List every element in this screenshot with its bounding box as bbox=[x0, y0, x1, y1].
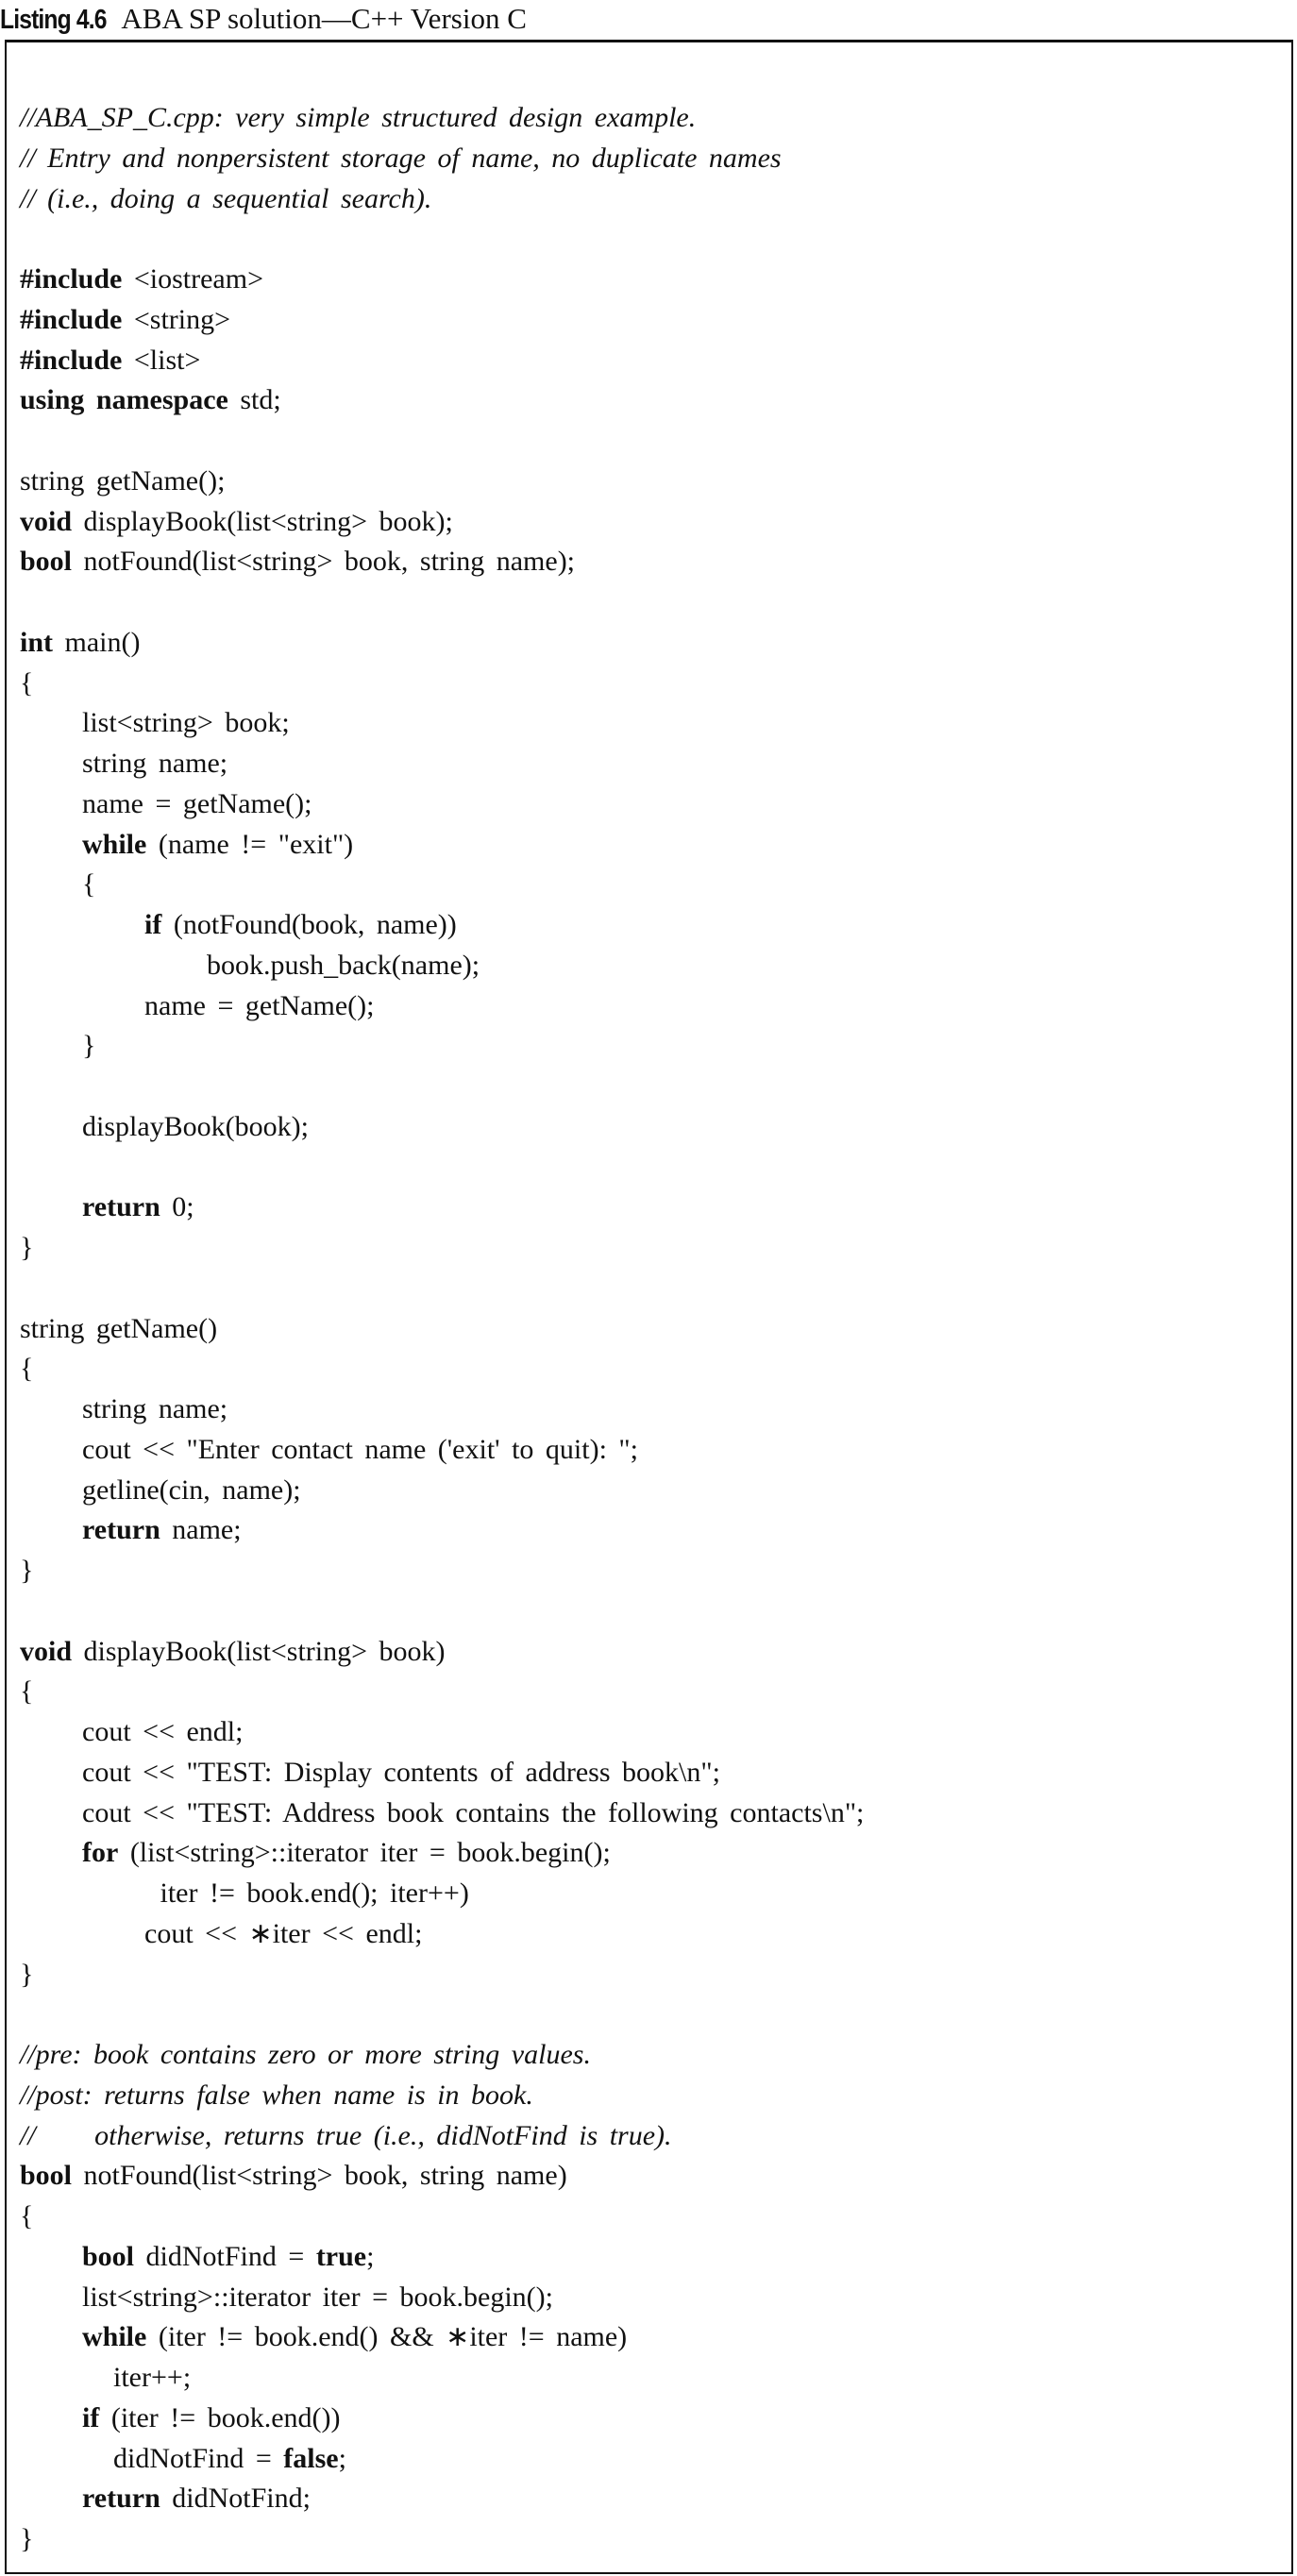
code-line bbox=[82, 1752, 720, 1793]
code-text: name = getName(); bbox=[144, 989, 375, 1021]
code-text: } bbox=[82, 1030, 96, 1062]
listing-title bbox=[0, 0, 527, 38]
code-text: iter != book.end(); iter++) bbox=[160, 1877, 469, 1909]
code-comment: //post: returns false when name is in book. bbox=[20, 2079, 533, 2111]
code-text: <list> bbox=[122, 344, 201, 376]
code-keyword: return bbox=[82, 1514, 160, 1546]
code-text: std; bbox=[227, 384, 281, 416]
code-line bbox=[82, 1470, 301, 1510]
code-line bbox=[82, 864, 95, 904]
code-line bbox=[20, 622, 140, 663]
code-text: } bbox=[20, 1232, 34, 1263]
code-line bbox=[20, 1550, 33, 1591]
code-text: cout << "TEST: Display contents of address book\n"; bbox=[82, 1756, 720, 1788]
code-text: name; bbox=[160, 1514, 242, 1546]
listing-caption: ABA SP solution—C++ Version C bbox=[121, 2, 527, 35]
code-line bbox=[82, 1106, 309, 1147]
code-line bbox=[20, 1631, 446, 1672]
code-comment: // otherwise, returns true (i.e., didNotFind is true). bbox=[20, 2119, 672, 2151]
code-text: } bbox=[20, 1555, 34, 1586]
code-text: 0; bbox=[160, 1191, 194, 1223]
code-keyword: bool bbox=[20, 2160, 73, 2192]
code-text: cout << "TEST: Address book contains the following contacts\n"; bbox=[82, 1796, 865, 1828]
code-line bbox=[20, 259, 263, 299]
code-text: displayBook(list<string> book); bbox=[72, 505, 453, 537]
code-line bbox=[113, 2438, 346, 2479]
code-line bbox=[113, 2357, 191, 2398]
code-keyword: while bbox=[82, 2321, 147, 2353]
code-text: iter++; bbox=[113, 2362, 192, 2393]
code-line bbox=[82, 1509, 242, 1550]
code-line bbox=[82, 2277, 553, 2317]
code-comment: // (i.e., doing a sequential search). bbox=[20, 182, 432, 214]
code-text: didNotFind; bbox=[160, 2483, 311, 2515]
code-text: { bbox=[20, 666, 34, 699]
code-keyword: if bbox=[82, 2401, 100, 2433]
code-line bbox=[20, 2034, 591, 2075]
code-line bbox=[20, 2075, 533, 2115]
code-keyword: bool bbox=[82, 2240, 135, 2272]
code-line bbox=[20, 379, 281, 420]
code-line bbox=[82, 783, 312, 824]
code-text: getline(cin, name); bbox=[82, 1473, 301, 1506]
code-line bbox=[20, 461, 225, 501]
code-text: ; bbox=[366, 2240, 375, 2272]
code-line bbox=[20, 2115, 672, 2156]
code-text: main() bbox=[53, 626, 141, 658]
code-line bbox=[82, 824, 353, 865]
code-text: (list<string>::iterator iter = book.begin(); bbox=[118, 1837, 611, 1869]
code-text: string name; bbox=[82, 748, 228, 779]
code-text: cout << "Enter contact name ('exit' to quit): "; bbox=[82, 1433, 638, 1465]
code-line bbox=[82, 1832, 611, 1873]
code-comment: //pre: book contains zero or more string values. bbox=[20, 2039, 591, 2070]
code-keyword: for bbox=[82, 1837, 119, 1869]
code-text: string getName(); bbox=[20, 464, 226, 497]
code-line bbox=[20, 1671, 33, 1711]
code-line bbox=[82, 743, 227, 783]
code-text: } bbox=[20, 2523, 34, 2554]
code-text: cout << ∗iter << endl; bbox=[144, 1917, 423, 1949]
code-line bbox=[144, 985, 374, 1026]
code-keyword: #include bbox=[20, 344, 123, 376]
code-line bbox=[20, 663, 33, 703]
code-keyword: #include bbox=[20, 303, 123, 335]
code-text: didNotFind = bbox=[134, 2240, 316, 2272]
code-keyword: void bbox=[20, 505, 73, 537]
code-keyword: false bbox=[283, 2442, 339, 2474]
code-text: (iter != book.end() && ∗iter != name) bbox=[146, 2321, 628, 2353]
code-line bbox=[20, 541, 575, 581]
code-line bbox=[20, 97, 696, 138]
code-line bbox=[82, 1025, 95, 1066]
code-line bbox=[20, 2196, 33, 2236]
code-line bbox=[20, 138, 782, 178]
code-keyword: true bbox=[315, 2240, 367, 2272]
code-line bbox=[144, 1913, 422, 1954]
listing-number: Listing 4.6 bbox=[0, 5, 107, 35]
code-line bbox=[144, 904, 457, 945]
code-text: { bbox=[20, 1675, 34, 1708]
code-comment: //ABA_SP_C.cpp: very simple structured design example. bbox=[20, 102, 697, 133]
code-text: book.push_back(name); bbox=[207, 949, 480, 981]
code-line bbox=[20, 178, 431, 219]
code-text: ; bbox=[338, 2442, 346, 2474]
code-text: { bbox=[20, 2200, 34, 2231]
code-text: string getName() bbox=[20, 1312, 218, 1344]
code-text: (notFound(book, name)) bbox=[161, 909, 457, 940]
code-line bbox=[82, 2236, 374, 2277]
code-line bbox=[82, 1429, 638, 1470]
code-listing-box bbox=[5, 40, 1293, 2574]
code-keyword: while bbox=[82, 828, 147, 860]
code-line bbox=[20, 1227, 33, 1268]
code-line bbox=[82, 1187, 194, 1227]
code-line bbox=[20, 1308, 217, 1349]
code-keyword: void bbox=[20, 1635, 73, 1667]
code-line bbox=[82, 2478, 311, 2518]
code-keyword: using namespace bbox=[20, 384, 228, 416]
code-keyword: if bbox=[144, 909, 162, 940]
code-line bbox=[20, 340, 200, 380]
code-line bbox=[20, 2155, 567, 2196]
code-line bbox=[82, 1711, 243, 1752]
code-line bbox=[82, 1389, 227, 1429]
code-text: didNotFind = bbox=[113, 2442, 284, 2474]
code-text: displayBook(book); bbox=[82, 1110, 309, 1142]
code-text: name = getName(); bbox=[82, 787, 312, 819]
code-text: <string> bbox=[122, 303, 231, 335]
code-text: (iter != book.end()) bbox=[99, 2401, 341, 2433]
code-line bbox=[20, 1954, 33, 1995]
code-text: displayBook(list<string> book) bbox=[72, 1635, 446, 1667]
code-text: notFound(list<string> book, string name); bbox=[72, 546, 576, 578]
code-text: { bbox=[82, 868, 96, 901]
code-text: string name; bbox=[82, 1393, 228, 1424]
code-comment: // Entry and nonpersistent storage of name, no duplicate names bbox=[20, 142, 782, 174]
code-line bbox=[20, 2518, 33, 2559]
code-line bbox=[160, 1873, 469, 1913]
code-keyword: return bbox=[82, 1191, 160, 1223]
code-text: cout << endl; bbox=[82, 1716, 244, 1747]
code-text: { bbox=[20, 1353, 34, 1385]
code-text: list<string>::iterator iter = book.begin(); bbox=[82, 2281, 553, 2313]
code-line bbox=[20, 1348, 33, 1389]
code-line bbox=[207, 945, 480, 985]
code-line bbox=[20, 501, 453, 542]
code-line bbox=[82, 1793, 864, 1833]
code-keyword: #include bbox=[20, 263, 123, 295]
code-line bbox=[82, 2398, 341, 2438]
code-keyword: bool bbox=[20, 546, 73, 578]
code-line bbox=[82, 702, 290, 743]
code-line bbox=[82, 2316, 627, 2357]
code-keyword: return bbox=[82, 2483, 160, 2515]
code-text: } bbox=[20, 1958, 34, 1990]
code-text: notFound(list<string> book, string name) bbox=[72, 2160, 567, 2192]
code-text: <iostream> bbox=[122, 263, 263, 295]
code-text: list<string> book; bbox=[82, 707, 290, 739]
code-keyword: int bbox=[20, 626, 54, 658]
code-text: (name != "exit") bbox=[146, 828, 354, 860]
code-line bbox=[20, 299, 230, 340]
